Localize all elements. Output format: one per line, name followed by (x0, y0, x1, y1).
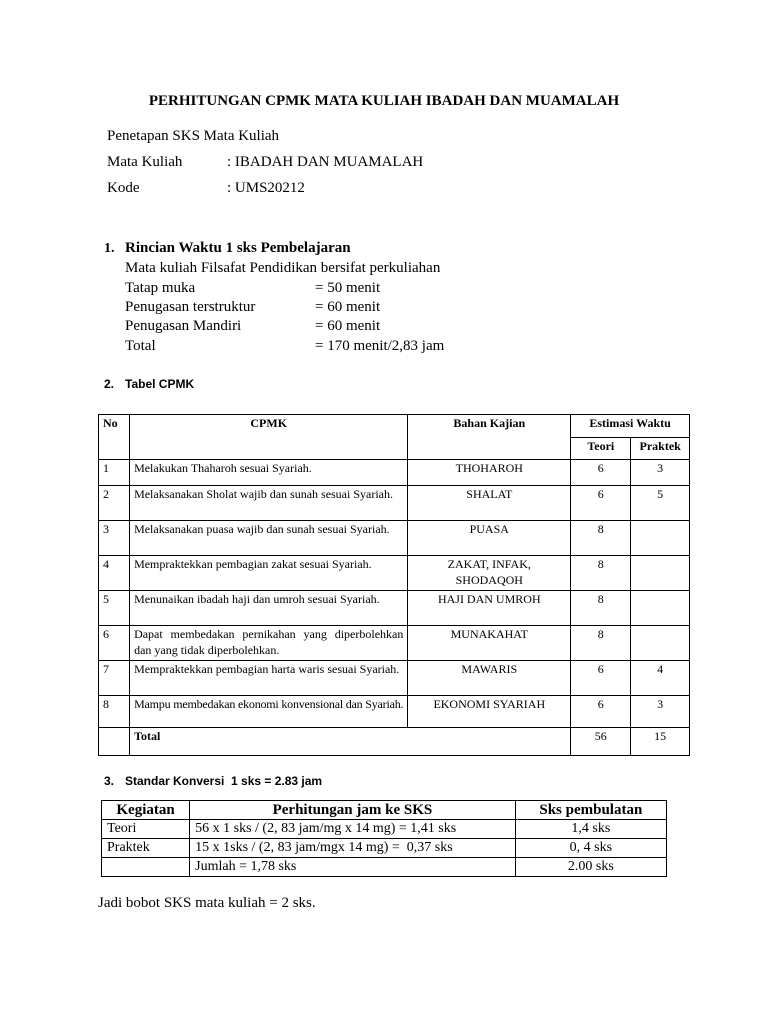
header-sks-pembulatan: Sks pembulatan (515, 801, 666, 820)
cell-no: 2 (99, 486, 130, 521)
cell-cpmk: Menunaikan ibadah haji dan umroh sesuai Syariah. (130, 591, 408, 626)
table-row (99, 521, 690, 556)
section-1-number: 1. (104, 241, 115, 256)
cell-teori: 8 (571, 591, 631, 626)
meta-value: : IBADAH DAN MUAMALAH (227, 154, 424, 170)
cell-praktek (631, 626, 690, 661)
cell-bahan: PUASA (408, 521, 571, 556)
meta-label: Mata Kuliah (107, 154, 183, 170)
table-row (99, 460, 690, 486)
conversion-table (101, 800, 667, 877)
cell-no: 4 (99, 556, 130, 591)
time-row (125, 338, 545, 356)
meta-label: Kode (107, 180, 140, 196)
cell-praktek (631, 556, 690, 591)
time-label: Tatap muka (125, 280, 196, 296)
section-3-number: 3. (104, 774, 115, 788)
cell-teori: 8 (571, 556, 631, 591)
cell-bahan: MAWARIS (408, 661, 571, 696)
cell-sks: 2.00 sks (515, 858, 666, 877)
cell-no: 7 (99, 661, 130, 696)
header-praktek: Praktek (631, 438, 690, 460)
time-label: Penugasan Mandiri (125, 318, 242, 334)
table-row (102, 820, 667, 839)
time-value: = 170 menit/2,83 jam (315, 338, 445, 354)
table-row (99, 661, 690, 696)
cell-perhitungan: 56 x 1 sks / (2, 83 jam/mg x 14 mg) = 1,41 sks (190, 820, 516, 839)
total-praktek: 15 (631, 728, 690, 756)
table-row (99, 556, 690, 591)
total-teori: 56 (571, 728, 631, 756)
cell-no: 3 (99, 521, 130, 556)
section-2-title: Tabel CPMK (125, 377, 195, 391)
cell-bahan: EKONOMI SYARIAH (408, 696, 571, 728)
cell-teori: 6 (571, 696, 631, 728)
cell-teori: 8 (571, 521, 631, 556)
cell-bahan: SHALAT (408, 486, 571, 521)
time-value: = 60 menit (315, 318, 381, 334)
cell-bahan: ZAKAT, INFAK, SHODAQOH (408, 556, 571, 591)
cpmk-table (98, 414, 690, 756)
cell-no (99, 728, 130, 756)
cell-bahan: THOHAROH (408, 460, 571, 486)
cell-cpmk: Mempraktekkan pembagian harta waris sesuai Syariah. (130, 661, 408, 696)
section-1-title: Rincian Waktu 1 sks Pembelajaran (125, 240, 351, 256)
header-no: No (99, 415, 130, 438)
header-bahan-kajian: Bahan Kajian (408, 415, 571, 438)
cell-cpmk: Melaksanakan Sholat wajib dan sunah sesuai Syariah. (130, 486, 408, 521)
cell-bahan: MUNAKAHAT (408, 626, 571, 661)
time-label: Total (125, 338, 156, 354)
cell-cpmk: Melakukan Thaharoh sesuai Syariah. (130, 460, 408, 486)
cell-teori: 6 (571, 460, 631, 486)
header-spacer (408, 438, 571, 460)
cell-kegiatan: Praktek (102, 839, 190, 858)
meta-heading: Penetapan SKS Mata Kuliah (107, 128, 280, 144)
cell-praktek: 3 (631, 460, 690, 486)
time-row (125, 299, 545, 317)
header-cpmk: CPMK (130, 415, 408, 438)
header-perhitungan: Perhitungan jam ke SKS (190, 801, 516, 820)
table-row (102, 839, 667, 858)
total-label: Total (130, 728, 571, 756)
cell-no: 5 (99, 591, 130, 626)
time-row (125, 280, 545, 298)
table-row (99, 696, 690, 728)
cell-cpmk: Melaksanakan puasa wajib dan sunah sesuai Syariah. (130, 521, 408, 556)
cell-praktek: 4 (631, 661, 690, 696)
cell-sks: 1,4 sks (515, 820, 666, 839)
time-row (125, 318, 545, 336)
table-row (99, 486, 690, 521)
header-estimasi-waktu: Estimasi Waktu (571, 415, 690, 438)
cell-praktek: 5 (631, 486, 690, 521)
meta-row-mata-kuliah (107, 154, 507, 172)
table-row (102, 858, 667, 877)
table-row (99, 591, 690, 626)
cell-cpmk: Mempraktekkan pembagian zakat sesuai Syariah. (130, 556, 408, 591)
cell-sks: 0, 4 sks (515, 839, 666, 858)
section-2-number: 2. (104, 377, 115, 391)
cell-teori: 8 (571, 626, 631, 661)
cell-praktek (631, 521, 690, 556)
page-title: PERHITUNGAN CPMK MATA KULIAH IBADAH DAN MUAMALAH (148, 93, 620, 109)
table-row (99, 626, 690, 661)
section-3-title: Standar Konversi 1 sks = 2.83 jam (125, 774, 323, 788)
cell-cpmk: Mampu membedakan ekonomi konvensional dan Syariah. (130, 696, 408, 728)
total-row (99, 728, 690, 756)
cell-bahan: HAJI DAN UMROH (408, 591, 571, 626)
cell-perhitungan: Jumlah = 1,78 sks (190, 858, 516, 877)
time-label: Penugasan terstruktur (125, 299, 256, 315)
meta-value: : UMS20212 (227, 180, 305, 196)
header-spacer (130, 438, 408, 460)
time-value: = 50 menit (315, 280, 381, 296)
cell-no: 8 (99, 696, 130, 728)
cell-kegiatan: Teori (102, 820, 190, 839)
cell-kegiatan (102, 858, 190, 877)
header-teori: Teori (571, 438, 631, 460)
cell-teori: 6 (571, 661, 631, 696)
cell-praktek: 3 (631, 696, 690, 728)
cell-praktek (631, 591, 690, 626)
cell-no: 6 (99, 626, 130, 661)
cell-no: 1 (99, 460, 130, 486)
time-value: = 60 menit (315, 299, 381, 315)
cell-teori: 6 (571, 486, 631, 521)
header-spacer (99, 438, 130, 460)
section-1-intro: Mata kuliah Filsafat Pendidikan bersifat perkuliahan (125, 260, 441, 276)
cell-cpmk: Dapat membedakan pernikahan yang diperbolehkan dan yang tidak diperbolehkan. (130, 626, 408, 661)
meta-row-kode (107, 180, 507, 198)
cell-perhitungan: 15 x 1sks / (2, 83 jam/mgx 14 mg) = 0,37 sks (190, 839, 516, 858)
conclusion-text: Jadi bobot SKS mata kuliah = 2 sks. (98, 895, 316, 911)
header-kegiatan: Kegiatan (102, 801, 190, 820)
